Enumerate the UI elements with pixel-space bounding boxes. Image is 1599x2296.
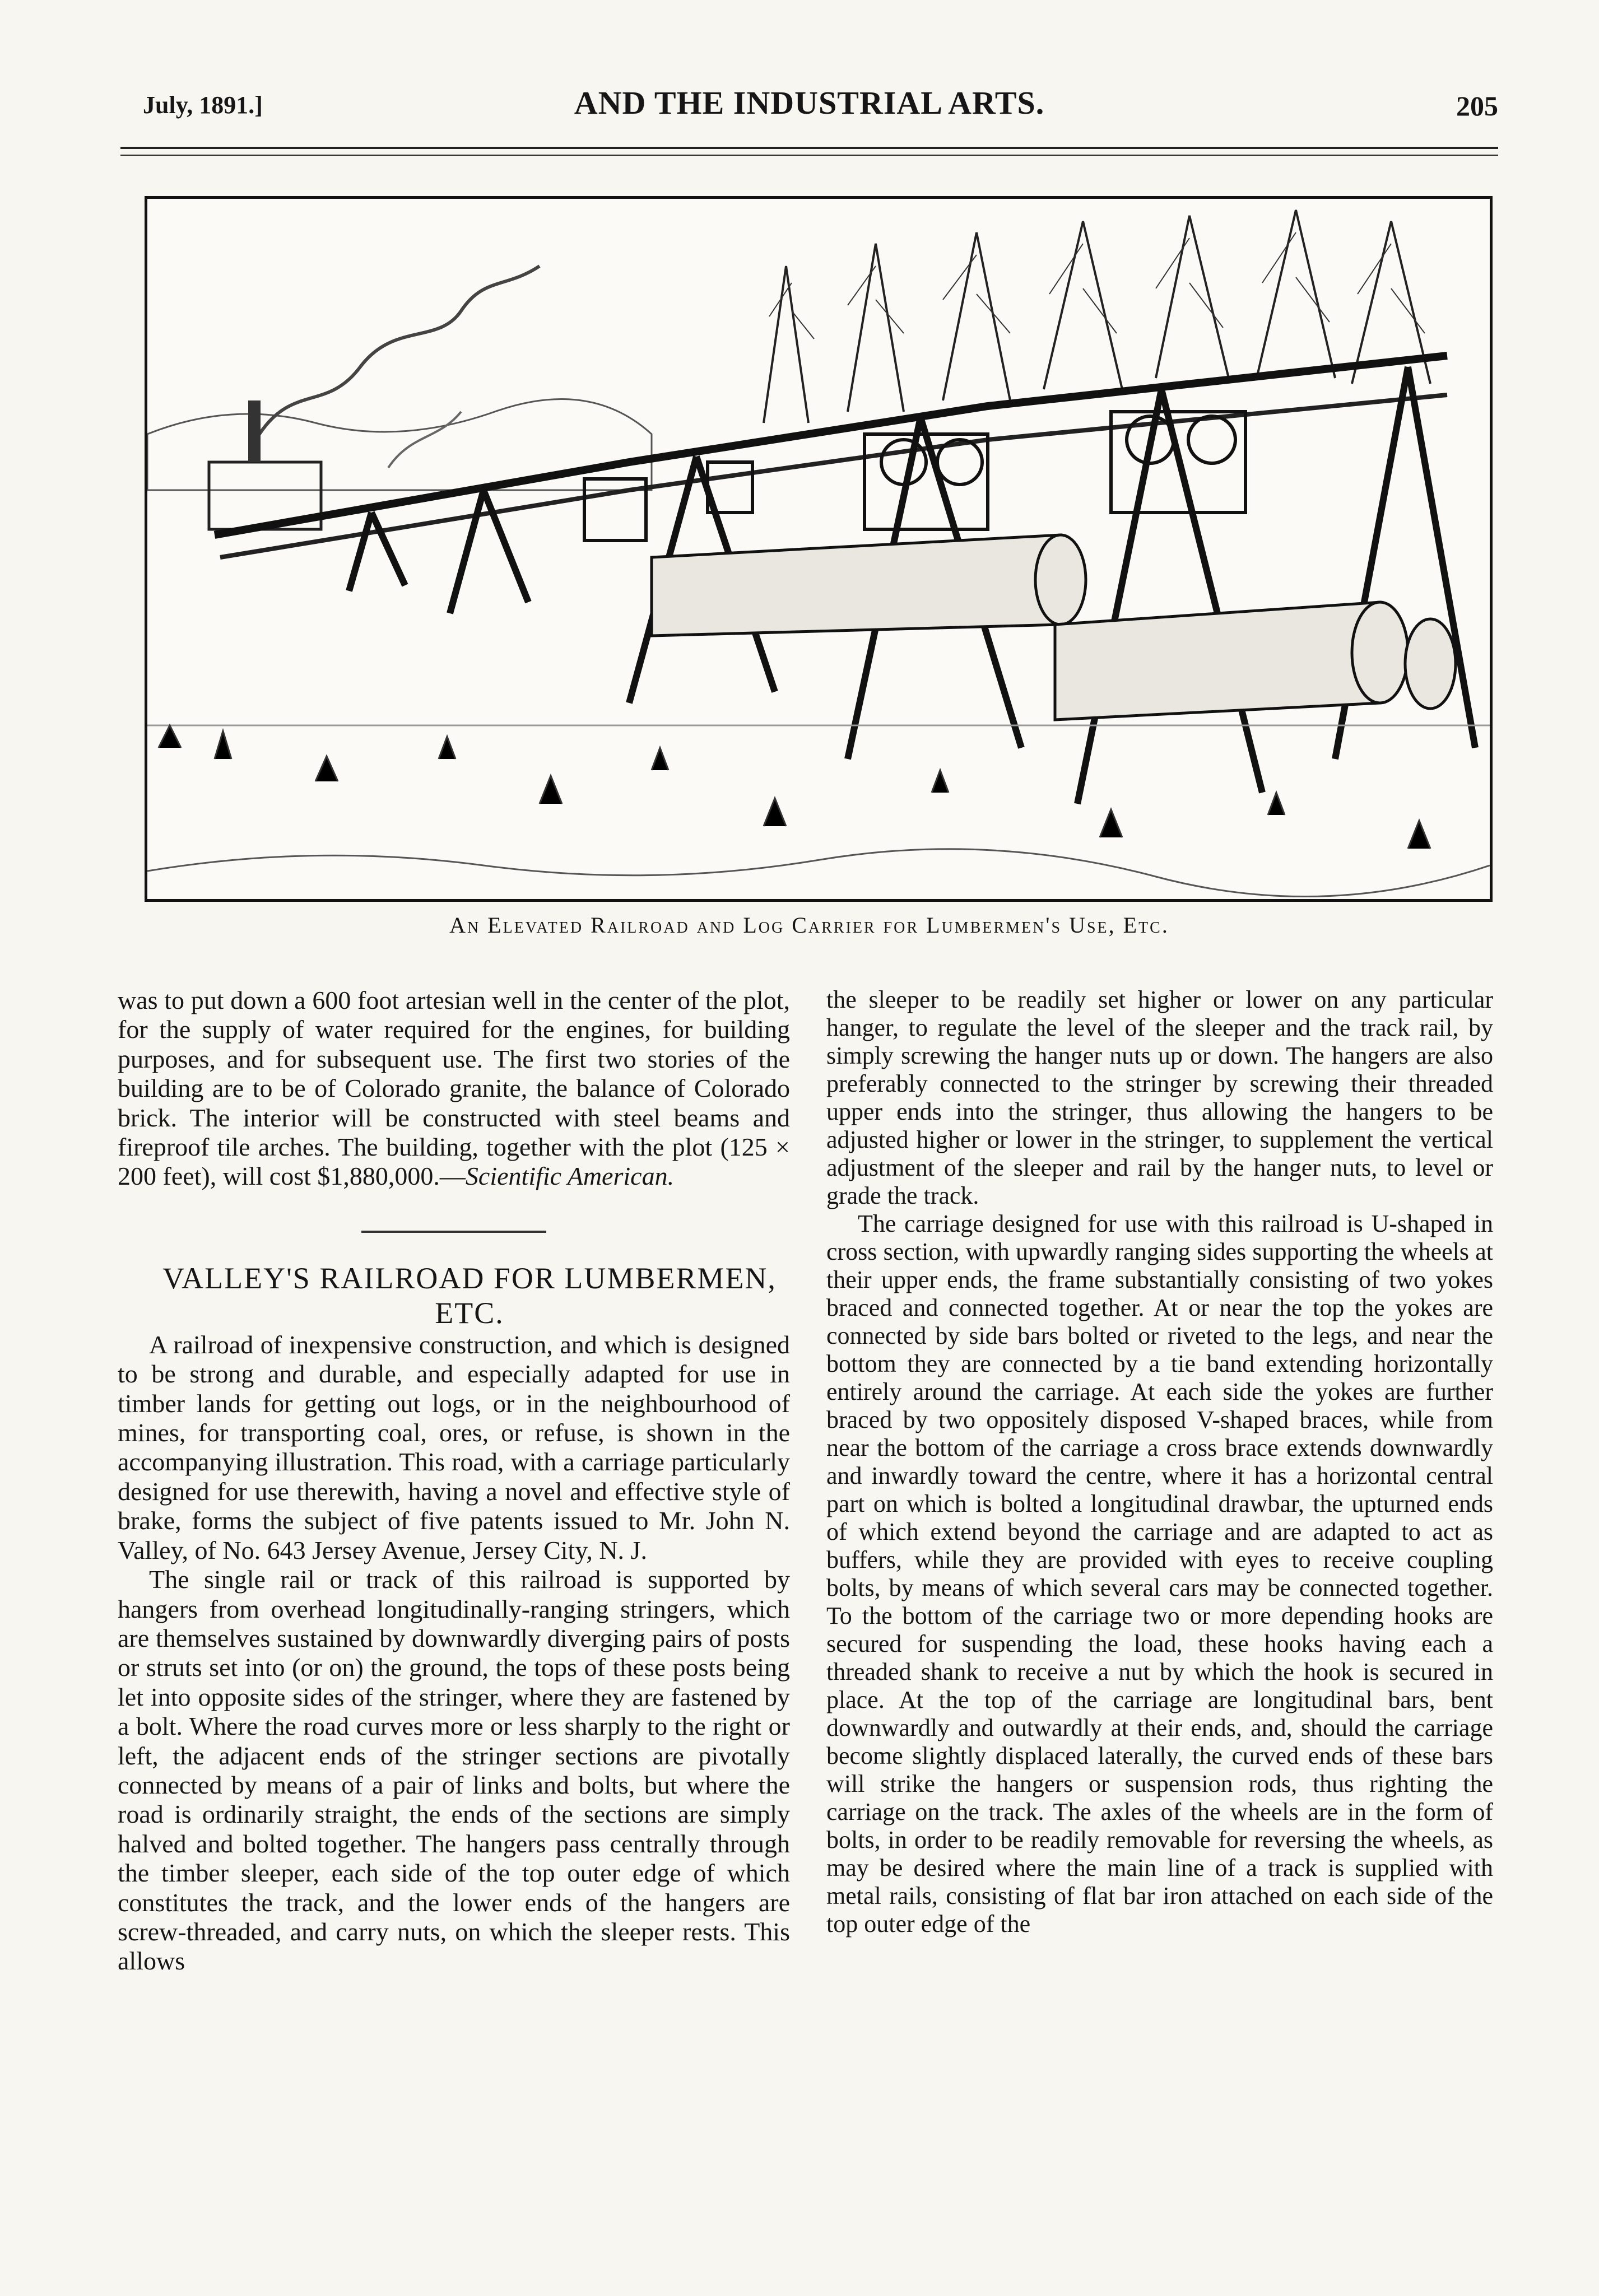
article-paragraph-3: the sleeper to be readily set higher or lower on any particular hanger, to regulate the level of the sleeper and the track rail, by simply screwing the hanger nuts up or down. The hangers are also preferably connected to the stringer by screwing their threaded upper ends into the stringer, thus allowing the hangers to be adjusted higher or lower in the stringer, to supplement the vertical adjustment of the sleeper and rail by the hanger nuts, to level or grade the track. xyxy=(826,986,1493,1209)
elevated-railroad-engraving xyxy=(147,199,1490,899)
continued-paragraph xyxy=(118,986,790,1191)
article-paragraph-1: A railroad of inexpensive construction, and which is designed to be strong and durable, and especially adapted for use in timber lands for getting out logs, or in the neighbourhood of mines, for transporting coal, ores, or refuse, is shown in the accompanying illustration. This road, with a carriage particularly designed for use therewith, having a novel and effective style of brake, forms the subject of five patents issued to Mr. John N. Valley, of No. 643 Jersey Avenue, Jersey City, N. J. xyxy=(118,1330,790,1564)
left-column xyxy=(118,986,790,1976)
source-citation: Scientific American. xyxy=(465,1162,675,1191)
figure-caption: An Elevated Railroad and Log Carrier for Lumbermen's Use, Etc. xyxy=(449,912,1169,938)
header-rule-top xyxy=(120,147,1498,149)
section-separator xyxy=(361,1231,546,1233)
article-heading xyxy=(118,1261,790,1330)
journal-title: AND THE INDUSTRIAL ARTS. xyxy=(574,85,1045,121)
article-heading-line-2: ETC. xyxy=(435,1296,504,1330)
page-number: 205 xyxy=(1456,90,1498,122)
engraving-illustration xyxy=(145,196,1493,902)
article-paragraph-4: The carriage designed for use with this railroad is U-shaped in cross section, with upwardly ranging sides supporting the wheels at their upper ends, the frame substantially consisting of two yokes braced and connected together. At or near the top the yokes are connected by side bars bolted or riveted to the legs, and near the bottom they are connected by a tie band extending horizontally entirely around the carriage. At each side the yokes are further braced by two oppositely disposed V-shaped braces, while from near the bottom of the carriage a cross brace extends downwardly and inwardly toward the centre, where it has a horizontal central part on which is bolted a longitudinal drawbar, the upturned ends of which extend beyond the carriage and are adapted to act as buffers, while they are provided with eyes to receive coupling bolts, by means of which several cars may be connected together. To the bottom of the carriage two or more depending hooks are secured for suspending the load, these hooks having each a threaded shank to receive a nut by which the hook is secured in place. At the top of the carriage are longitudinal bars, bent downwardly and outwardly at their ends, and, should the carriage become slightly displaced laterally, the curved ends of these bars will strike the hangers or suspension rods, thus righting the carriage on the track. The axles of the wheels are in the form of bolts, in order to be readily removable for reversing the wheels, as may be desired where the main line of a track is supplied with metal rails, consisting of flat bar iron attached on each side of the top outer edge of the xyxy=(826,1210,1493,1938)
article-paragraph-2: The single rail or track of this railroad is supported by hangers from overhead longitudinally-ranging stringers, which are themselves sustained by downwardly diverging pairs of posts or struts set into (or on) the ground, the tops of these posts being let into opposite sides of the stringer, where they are fastened by a bolt. Where the road curves more or less sharply to the right or left, the adjacent ends of the stringer sections are pivotally connected by means of a pair of links and bolts, but where the road is ordinarily straight, the ends of the sections are simply halved and bolted together. The hangers pass centrally through the timber sleeper, each side of the top outer edge of which constitutes the track, and the lower ends of the hangers are screw-threaded, and carry nuts, on which the sleeper rests. This allows xyxy=(118,1565,790,1976)
continued-paragraph-text: was to put down a 600 foot artesian well in the center of the plot, for the supply of water required for the engines, for building purposes, and for subsequent use. The first two stories of the building are to be of Colorado granite, the balance of Colorado brick. The interior will be constructed with steel beams and fireproof tile arches. The building, together with the plot (125 × 200 feet), will cost $1,880,000.— xyxy=(118,986,790,1191)
header-rule-bottom xyxy=(120,155,1498,156)
running-header xyxy=(120,84,1498,129)
right-column xyxy=(826,986,1493,1938)
issue-date: July, 1891.] xyxy=(143,91,263,119)
article-heading-line-1: VALLEY'S RAILROAD FOR LUMBERMEN, xyxy=(162,1261,777,1295)
